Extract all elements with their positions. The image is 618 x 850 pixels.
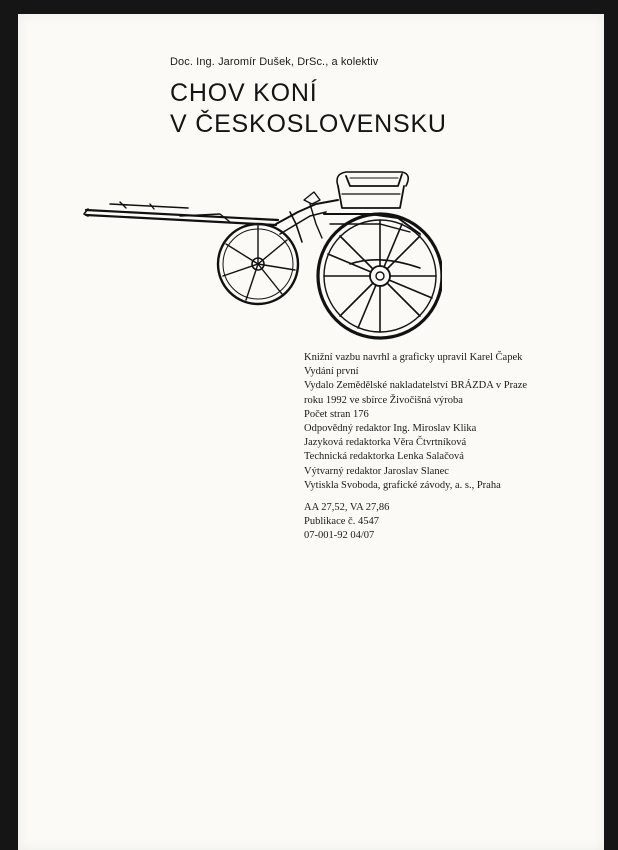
imprint-line: Počet stran 176 [304, 408, 369, 420]
imprint-line: Vydalo Zemědělské nakladatelství BRÁZDA v Praze [304, 380, 528, 392]
author-line: Doc. Ing. Jaromír Dušek, DrSc., a kolektiv [170, 56, 379, 68]
imprint-line: Vydání první [304, 366, 359, 378]
imprint-line: Knižní vazbu navrhl a graficky upravil Karel Čapek [304, 352, 523, 363]
imprint-block [304, 351, 574, 544]
publication-codes [304, 501, 574, 544]
code-line: Publikace č. 4547 [304, 516, 379, 528]
code-line: AA 27,52, VA 27,86 [304, 502, 390, 514]
imprint-line: Výtvarný redaktor Jaroslav Slanec [304, 465, 449, 477]
imprint-line: roku 1992 ve sbírce Živočišná výroba [304, 394, 463, 406]
book-title [170, 78, 447, 140]
carriage-illustration [80, 164, 442, 342]
imprint-line: Odpovědný redaktor Ing. Miroslav Klika [304, 423, 477, 435]
imprint-line: Jazyková redaktorka Věra Čtvrtníková [304, 437, 467, 449]
code-line: 07-001-92 04/07 [304, 530, 375, 542]
book-page [18, 14, 604, 850]
title-line-2: V ČESKOSLOVENSKU [170, 110, 447, 138]
imprint-line: Vytiskla Svoboda, grafické závody, a. s., Praha [304, 479, 501, 491]
imprint-line: Technická redaktorka Lenka Salačová [304, 451, 464, 463]
title-line-1: CHOV KONÍ [170, 79, 318, 107]
